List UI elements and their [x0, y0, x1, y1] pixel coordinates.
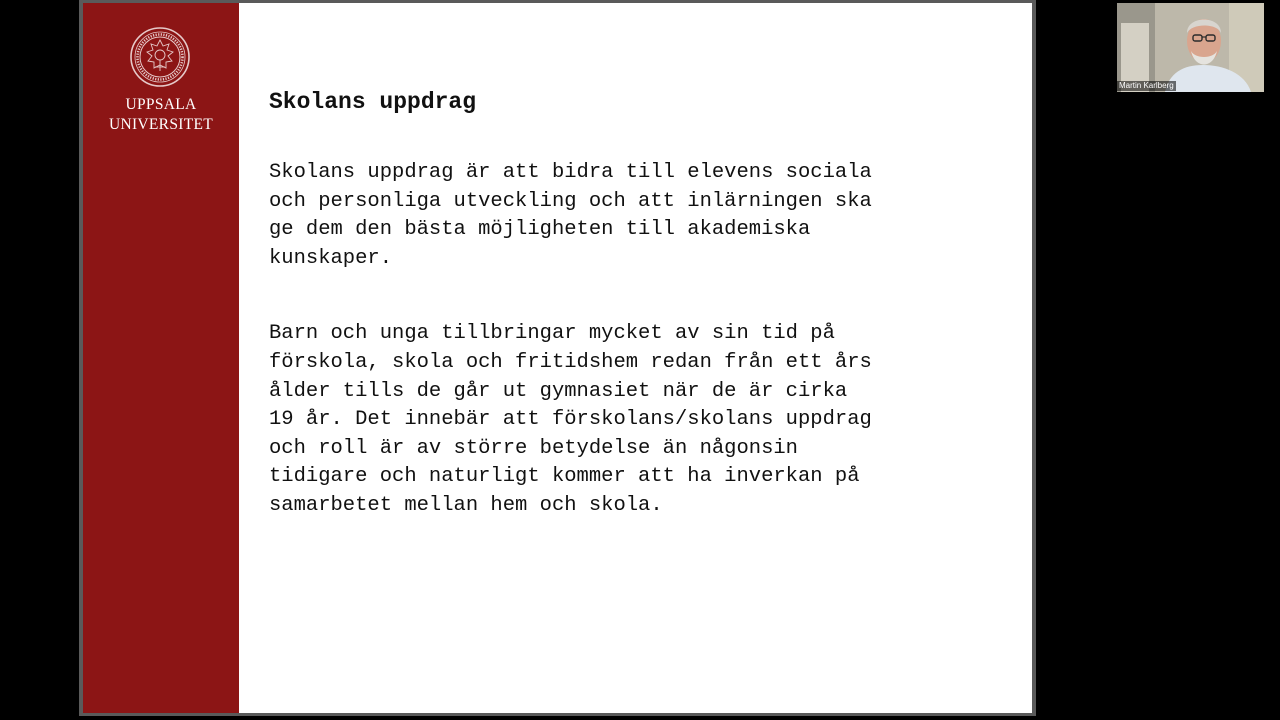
slide-content — [269, 85, 1009, 521]
university-seal-icon — [130, 27, 190, 87]
university-name-line2: UNIVERSITET — [108, 116, 214, 133]
participant-video-feed — [1117, 3, 1264, 92]
presentation-slide — [83, 3, 1032, 713]
slide-paragraph-2: Barn och unga tillbringar mycket av sin tid på förskola, skola och fritidshem redan från ett års ålder tills de går ut gymnasiet när de är cirka 19 år. Det innebär att förskolans/skolans uppdrag och roll är av större betydelse än någonsin tidigare och naturligt kommer att ha inverkan på samarbetet mellan hem och skola. — [269, 322, 872, 517]
shared-screen — [79, 0, 1036, 716]
slide-title: Skolans uppdrag — [269, 89, 477, 115]
university-name — [83, 95, 239, 135]
participant-name-label: Martin Karlberg — [1119, 81, 1174, 90]
slide-sidebar — [83, 3, 239, 713]
university-name-line1: UPPSALA — [125, 96, 197, 113]
slide-paragraph-1: Skolans uppdrag är att bidra till elevens sociala och personliga utveckling och att inlärningen ska ge dem den bästa möjligheten till akademiska kunskaper. — [269, 161, 872, 270]
participant-video-tile[interactable] — [1117, 3, 1264, 92]
